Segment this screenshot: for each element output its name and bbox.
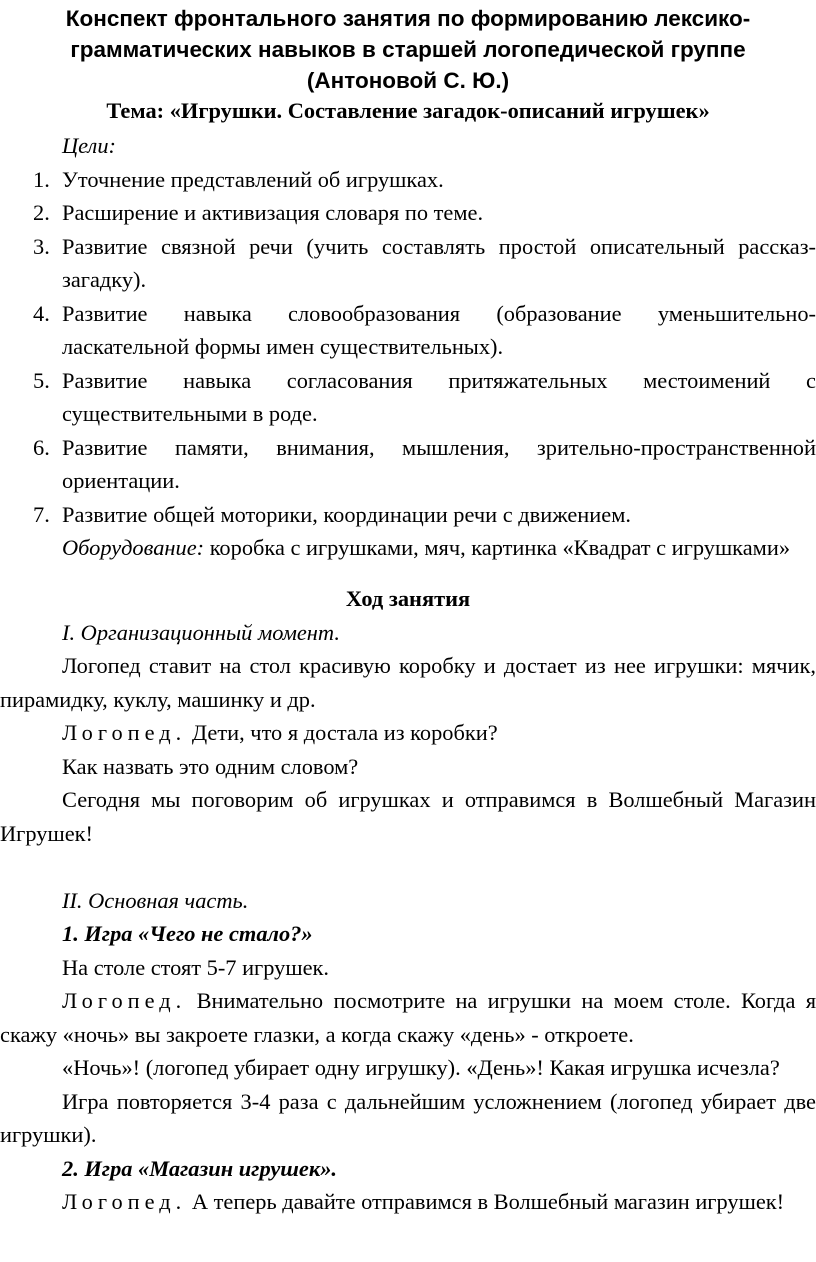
goal-item: 1. Уточнение представлений об игрушках. <box>33 166 444 192</box>
goal-item: 7. Развитие общей моторики, координации речи с движением. <box>33 501 631 527</box>
goals-section <box>0 129 816 565</box>
game1-paragraph-1: На столе стоят 5-7 игрушек. <box>62 954 329 980</box>
goal-item: 5. Развитие навыка согласования притяжательных местоимений с существительными в роде. <box>33 367 816 426</box>
course-section <box>0 582 816 1219</box>
game1-title: 1. Игра «Чего не стало?» <box>62 921 313 946</box>
goal-item: 3. Развитие связной речи (учить составлять простой описательный рассказ-загадку). <box>33 233 816 292</box>
equipment-label: Оборудование: <box>62 535 205 560</box>
org-heading: I. Организационный момент. <box>62 619 340 645</box>
org-paragraph-4: Сегодня мы поговорим об игрушках и отправимся в Волшебный Магазин Игрушек! <box>0 787 816 846</box>
equipment-text: коробка с игрушками, мяч, картинка «Квадрат с игрушками» <box>204 535 791 560</box>
document-title: Конспект фронтального занятия по формированию лексико-грамматических навыков в старшей логопедической группе (Антоновой С. Ю.) <box>65 6 751 93</box>
blank-line <box>0 850 816 884</box>
org-paragraph-2: Логопед. Дети, что я достала из коробки? <box>62 720 498 745</box>
game1-paragraph-4: Игра повторяется 3-4 раза с дальнейшим усложнением (логопед убирает две игрушки). <box>0 1088 816 1147</box>
speaker-label: Логопед. <box>62 988 187 1013</box>
org-paragraph-1: Логопед ставит на стол красивую коробку и достает из нее игрушки: мячик, пирамидку, куклу, машинку и др. <box>0 653 816 712</box>
speaker-label: Логопед. <box>62 1189 187 1214</box>
game1-paragraph-3: «Ночь»! (логопед убирает одну игрушку). «День»! Какая игрушка исчезла? <box>62 1055 780 1080</box>
course-heading: Ход занятия <box>345 586 471 611</box>
main-heading: II. Основная часть. <box>62 887 249 913</box>
goal-item: 6. Развитие памяти, внимания, мышления, зрительно-пространственной ориентации. <box>33 434 816 493</box>
equipment-paragraph <box>0 531 816 565</box>
game2-title: 2. Игра «Магазин игрушек». <box>62 1155 338 1181</box>
topic-heading: Тема: «Игрушки. Составление загадок-описаний игрушек» <box>106 98 710 123</box>
goal-item: 4. Развитие навыка словообразования (образование уменьшительно-ласкательной формы имен существительных). <box>33 300 816 359</box>
goal-item: 2. Расширение и активизация словаря по теме. <box>33 200 484 225</box>
game1-paragraph-2: Логопед. Внимательно посмотрите на игрушки на моем столе. Когда я скажу «ночь» вы закроете глазки, а когда скажу «день» - откроете. <box>0 988 816 1047</box>
goals-list <box>0 163 816 532</box>
org-paragraph-3: Как назвать это одним словом? <box>62 753 359 779</box>
game2-paragraph-1: Логопед. А теперь давайте отправимся в Волшебный магазин игрушек! <box>62 1189 785 1214</box>
speaker-label: Логопед. <box>62 720 187 745</box>
goals-label: Цели: <box>62 133 116 158</box>
